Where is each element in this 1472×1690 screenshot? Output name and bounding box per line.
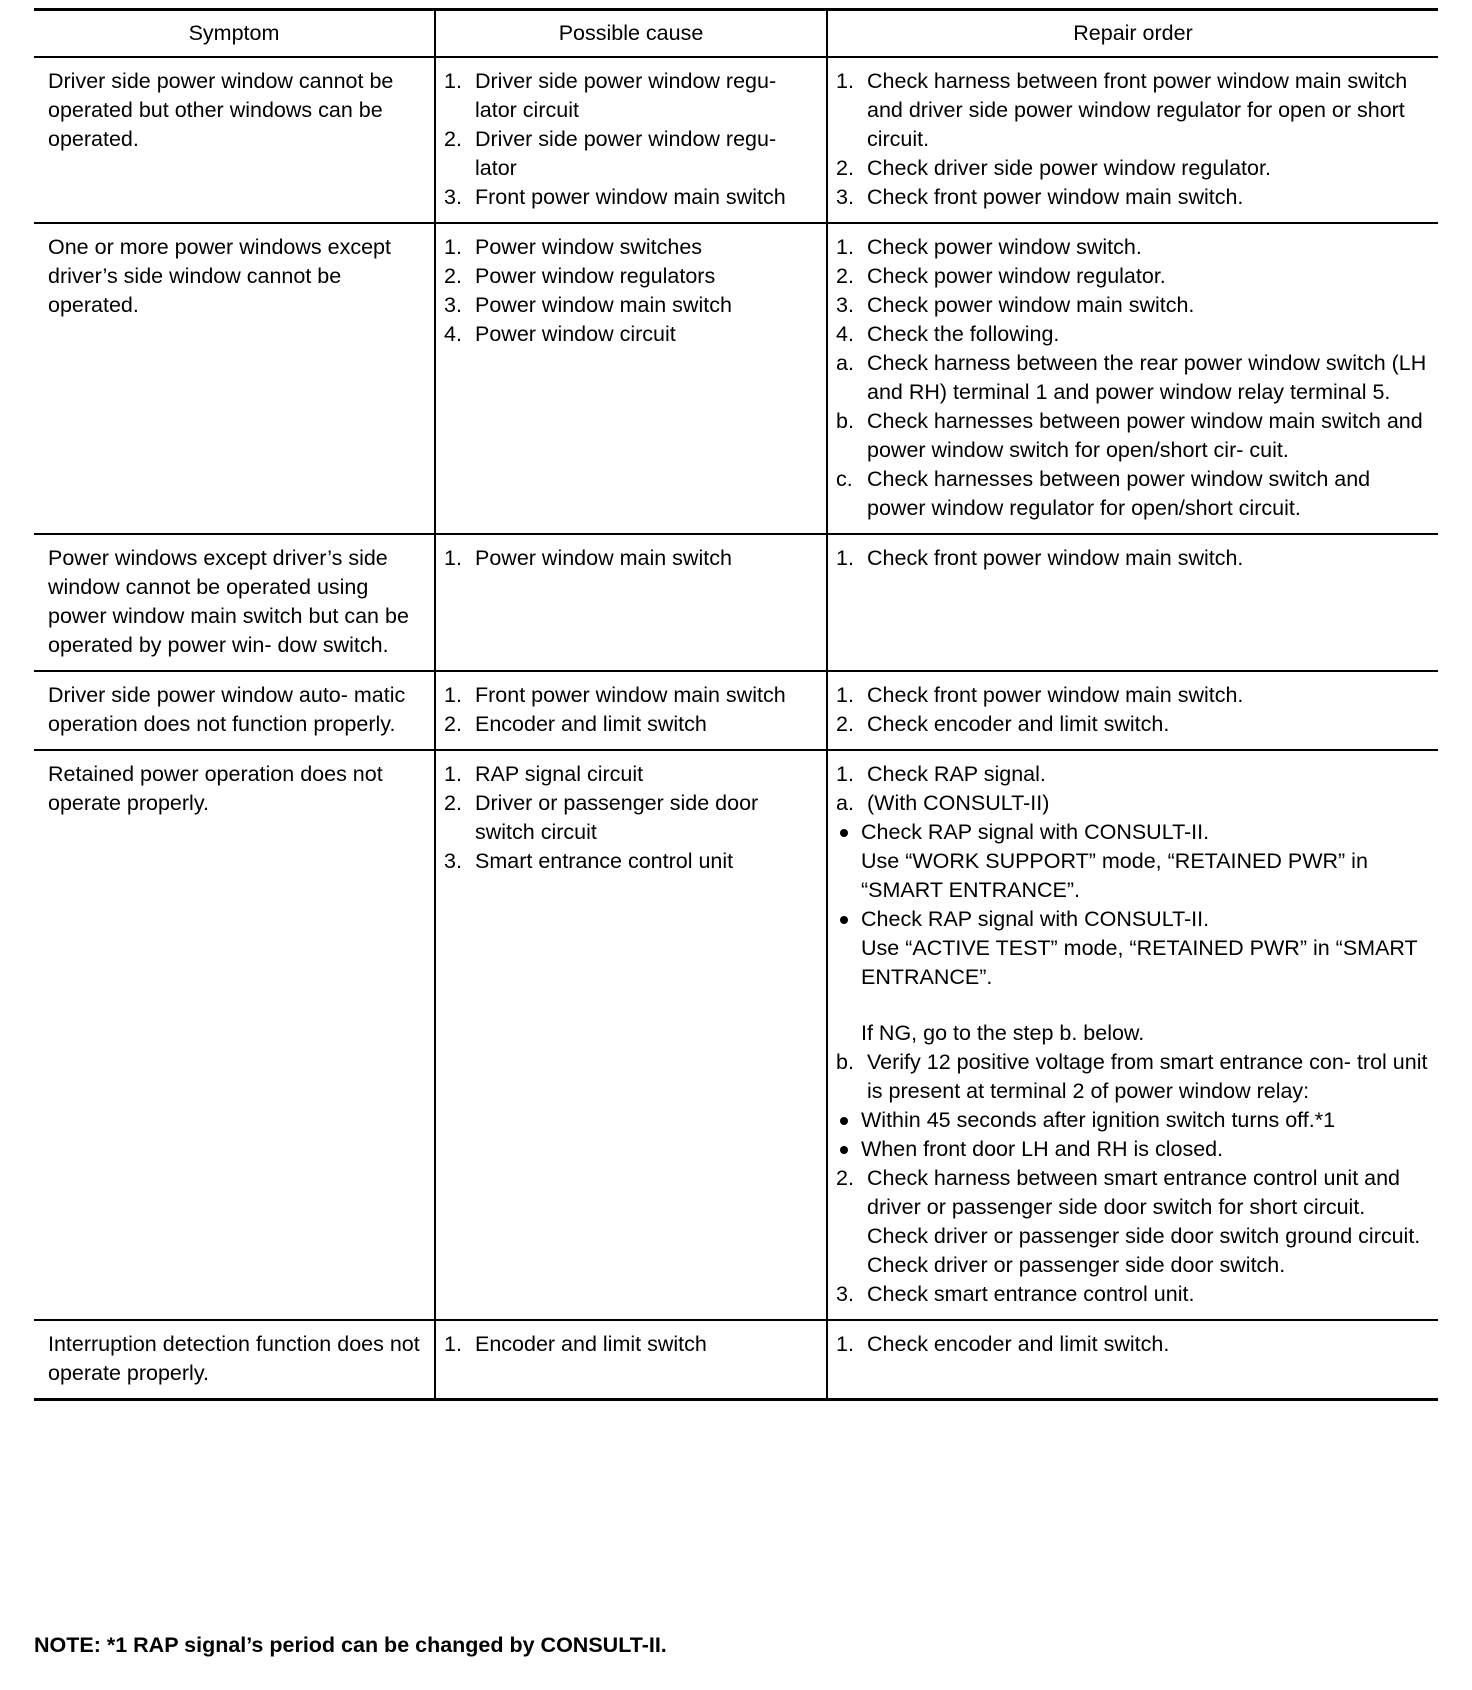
- repair-item: [836, 183, 1428, 212]
- symptom-text: One or more power windows except driver’s side window cannot be operated.: [48, 235, 391, 317]
- cause-item: [444, 320, 818, 349]
- item-marker: 4.: [444, 322, 462, 346]
- repair-order-cell: [827, 671, 1438, 750]
- header-possible-cause: Possible cause: [435, 10, 827, 58]
- item-marker: a.: [836, 791, 854, 815]
- item-marker: c.: [836, 467, 853, 491]
- symptom-cell: [34, 671, 435, 750]
- repair-item: [836, 681, 1428, 710]
- repair-text: Check front power window main switch.: [867, 683, 1244, 707]
- item-marker: 1.: [444, 1332, 462, 1356]
- cause-text: Driver or passenger side door switch circuit: [475, 791, 759, 844]
- item-marker: 1.: [444, 546, 462, 570]
- repair-item: [836, 1330, 1428, 1359]
- item-marker: 2.: [836, 1166, 854, 1190]
- item-marker: 2.: [444, 791, 462, 815]
- repair-item: [836, 818, 1428, 847]
- repair-item: [836, 544, 1428, 573]
- cause-text: Power window circuit: [475, 322, 676, 346]
- cause-item: [444, 183, 818, 212]
- repair-text: Check encoder and limit switch.: [867, 1332, 1170, 1356]
- repair-text: Verify 12 positive voltage from smart entrance con- trol unit is present at terminal 2 of power window relay:: [867, 1050, 1428, 1103]
- item-marker: 2.: [444, 127, 462, 151]
- repair-text: Check driver or passenger side door switch.: [867, 1253, 1286, 1277]
- repair-text: Check harness between front power window main switch and driver side power window regulator for open or short circuit.: [867, 69, 1408, 151]
- indent: [836, 934, 861, 992]
- repair-text: If NG, go to the step b. below.: [861, 1021, 1145, 1045]
- repair-item: [836, 760, 1428, 789]
- item-marker: 1.: [444, 69, 462, 93]
- bullet-icon: [840, 916, 848, 924]
- repair-order-cell: [827, 750, 1438, 1320]
- item-marker: 1.: [836, 235, 854, 259]
- cause-item: [444, 67, 818, 125]
- cause-text: Front power window main switch: [475, 185, 786, 209]
- item-marker: 1.: [444, 235, 462, 259]
- repair-item: [836, 1135, 1428, 1164]
- repair-item: [836, 847, 1428, 905]
- symptom-cell: [34, 750, 435, 1320]
- repair-text: Check harness between the rear power window switch (LH and RH) terminal 1 and power window relay terminal 5.: [867, 351, 1427, 404]
- repair-text: Check power window main switch.: [867, 293, 1195, 317]
- item-marker: 2.: [836, 156, 854, 180]
- possible-cause-cell: [435, 57, 827, 223]
- bullet-marker: [836, 1106, 861, 1135]
- repair-text: Within 45 seconds after ignition switch turns off.*1: [861, 1108, 1336, 1132]
- cause-item: [444, 544, 818, 573]
- bullet-marker: [836, 818, 861, 847]
- repair-item: [836, 407, 1428, 465]
- repair-item: [836, 710, 1428, 739]
- item-marker: a.: [836, 351, 854, 375]
- header-row: [34, 10, 1438, 58]
- repair-item: [836, 154, 1428, 183]
- table-row: [34, 750, 1438, 1320]
- symptom-text: Power windows except driver’s side window cannot be operated using power window main switch but can be operated by power win- dow switch.: [48, 546, 409, 657]
- repair-item: [836, 789, 1428, 818]
- cause-item: [444, 760, 818, 789]
- indent: [836, 1251, 867, 1280]
- symptom-text: Retained power operation does not operate properly.: [48, 762, 383, 815]
- cause-text: Front power window main switch: [475, 683, 786, 707]
- item-marker: 3.: [444, 293, 462, 317]
- item-marker: b.: [836, 1050, 854, 1074]
- possible-cause-cell: [435, 1320, 827, 1400]
- indent: [836, 847, 861, 905]
- header-symptom: Symptom: [188, 21, 280, 45]
- table-row: [34, 57, 1438, 223]
- table-body: [34, 57, 1438, 1400]
- repair-item: [836, 291, 1428, 320]
- cause-text: Encoder and limit switch: [475, 1332, 707, 1356]
- repair-text: Check RAP signal with CONSULT-II.: [861, 820, 1210, 844]
- table-row: [34, 223, 1438, 534]
- repair-item: [836, 1164, 1428, 1222]
- item-marker: 1.: [444, 762, 462, 786]
- repair-text: Check harness between smart entrance control unit and driver or passenger side door switch for short circuit.: [867, 1166, 1401, 1219]
- item-marker: 1.: [444, 683, 462, 707]
- repair-text: Check the following.: [867, 322, 1060, 346]
- item-marker: 2.: [836, 712, 854, 736]
- symptom-cell: [34, 223, 435, 534]
- bullet-icon: [840, 1117, 848, 1125]
- cause-text: Power window main switch: [475, 293, 732, 317]
- repair-item: [836, 233, 1428, 262]
- cause-text: Driver side power window regu- lator circuit: [475, 69, 777, 122]
- cause-item: [444, 847, 818, 876]
- repair-item: [836, 1280, 1428, 1309]
- cause-text: Power window switches: [475, 235, 703, 259]
- repair-text: Check power window regulator.: [867, 264, 1166, 288]
- repair-text: Check front power window main switch.: [867, 546, 1244, 570]
- repair-text: Check driver or passenger side door switch ground circuit.: [867, 1224, 1421, 1248]
- bullet-marker: [836, 905, 861, 934]
- cause-text: Power window regulators: [475, 264, 716, 288]
- repair-text: Check power window switch.: [867, 235, 1142, 259]
- repair-item: [836, 1019, 1428, 1048]
- cause-item: [444, 1330, 818, 1359]
- bullet-marker: [836, 1135, 861, 1164]
- symptom-table: [34, 8, 1438, 1401]
- repair-text: Check smart entrance control unit.: [867, 1282, 1195, 1306]
- item-marker: 2.: [836, 264, 854, 288]
- repair-text: Check front power window main switch.: [867, 185, 1244, 209]
- repair-text: Use “ACTIVE TEST” mode, “RETAINED PWR” in “SMART ENTRANCE”.: [861, 936, 1418, 989]
- cause-item: [444, 789, 818, 847]
- repair-text: Check RAP signal with CONSULT-II.: [861, 907, 1210, 931]
- symptom-text: Interruption detection function does not operate properly.: [48, 1332, 420, 1385]
- repair-item: [836, 1222, 1428, 1251]
- repair-item: [836, 934, 1428, 992]
- repair-order-cell: [827, 1320, 1438, 1400]
- cause-item: [444, 710, 818, 739]
- item-marker: 4.: [836, 322, 854, 346]
- spacer: [836, 992, 1428, 1019]
- item-marker: b.: [836, 409, 854, 433]
- item-marker: 3.: [444, 185, 462, 209]
- repair-text: Check encoder and limit switch.: [867, 712, 1170, 736]
- item-marker: 1.: [836, 546, 854, 570]
- repair-item: [836, 905, 1428, 934]
- bullet-icon: [840, 829, 848, 837]
- repair-text: Check driver side power window regulator.: [867, 156, 1271, 180]
- repair-text: Check harnesses between power window main switch and power window switch for open/short cir- cuit.: [867, 409, 1423, 462]
- repair-text: Check harnesses between power window switch and power window regulator for open/short circuit.: [867, 467, 1371, 520]
- cause-text: Driver side power window regu- lator: [475, 127, 777, 180]
- repair-item: [836, 262, 1428, 291]
- repair-item: [836, 465, 1428, 523]
- item-marker: 1.: [836, 69, 854, 93]
- item-marker: 3.: [836, 293, 854, 317]
- repair-item: [836, 349, 1428, 407]
- item-marker: 2.: [444, 264, 462, 288]
- item-marker: 3.: [836, 1282, 854, 1306]
- table-header: [34, 10, 1438, 58]
- symptom-cell: [34, 534, 435, 671]
- header-repair-order: Repair order: [827, 10, 1438, 58]
- footnote: NOTE: *1 RAP signal’s period can be changed by CONSULT-II.: [34, 1633, 667, 1657]
- repair-text: When front door LH and RH is closed.: [861, 1137, 1224, 1161]
- repair-item: [836, 1106, 1428, 1135]
- item-marker: 3.: [836, 185, 854, 209]
- symptom-text: Driver side power window cannot be operated but other windows can be operated.: [48, 69, 394, 151]
- item-marker: 1.: [836, 762, 854, 786]
- symptom-cell: [34, 1320, 435, 1400]
- symptom-text: Driver side power window auto- matic operation does not function properly.: [48, 683, 406, 736]
- possible-cause-cell: [435, 534, 827, 671]
- cause-item: [444, 681, 818, 710]
- item-marker: 1.: [836, 1332, 854, 1356]
- symptom-cell: [34, 57, 435, 223]
- cause-item: [444, 291, 818, 320]
- table-row: [34, 671, 1438, 750]
- trouble-diagnosis-sheet: [34, 8, 1438, 1401]
- item-marker: 3.: [444, 849, 462, 873]
- cause-item: [444, 233, 818, 262]
- repair-order-cell: [827, 534, 1438, 671]
- indent: [836, 1019, 861, 1048]
- repair-text: (With CONSULT-II): [867, 791, 1050, 815]
- bullet-icon: [840, 1146, 848, 1154]
- possible-cause-cell: [435, 223, 827, 534]
- cause-item: [444, 262, 818, 291]
- repair-item: [836, 67, 1428, 154]
- repair-item: [836, 1048, 1428, 1106]
- indent: [836, 1222, 867, 1251]
- repair-item: [836, 1251, 1428, 1280]
- repair-item: [836, 320, 1428, 349]
- cause-text: Power window main switch: [475, 546, 732, 570]
- item-marker: 1.: [836, 683, 854, 707]
- repair-text: Check RAP signal.: [867, 762, 1046, 786]
- table-row: [34, 534, 1438, 671]
- cause-text: Encoder and limit switch: [475, 712, 707, 736]
- cause-text: Smart entrance control unit: [475, 849, 734, 873]
- repair-text: Use “WORK SUPPORT” mode, “RETAINED PWR” in “SMART ENTRANCE”.: [861, 849, 1368, 902]
- repair-order-cell: [827, 57, 1438, 223]
- item-marker: 2.: [444, 712, 462, 736]
- table-row: [34, 1320, 1438, 1400]
- possible-cause-cell: [435, 750, 827, 1320]
- repair-order-cell: [827, 223, 1438, 534]
- cause-text: RAP signal circuit: [475, 762, 644, 786]
- possible-cause-cell: [435, 671, 827, 750]
- cause-item: [444, 125, 818, 183]
